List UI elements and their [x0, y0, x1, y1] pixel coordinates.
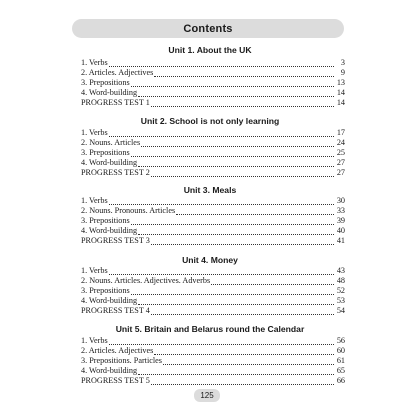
- toc-entry-page: 61: [336, 356, 345, 366]
- toc-entry-label: PROGRESS TEST 3: [81, 236, 150, 246]
- dot-leader: [138, 297, 334, 305]
- toc-entry-label: 3. Prepositions. Particles: [81, 356, 162, 366]
- toc-entry-page: 65: [336, 366, 345, 376]
- toc-entry[interactable]: [81, 306, 345, 316]
- dot-leader: [154, 69, 334, 77]
- dot-leader: [151, 99, 334, 107]
- toc-entry[interactable]: [81, 168, 345, 178]
- toc-entry[interactable]: [81, 346, 345, 356]
- toc-entry[interactable]: [81, 68, 345, 78]
- toc-entry-label: 3. Prepositions: [81, 148, 130, 158]
- dot-leader: [154, 347, 334, 355]
- toc-entry-page: 3: [340, 58, 345, 67]
- toc-entry-page: 56: [336, 336, 345, 345]
- page-title: Contents: [183, 22, 233, 35]
- toc-entry[interactable]: [81, 158, 345, 168]
- dot-leader: [151, 307, 334, 315]
- toc-entry-page: 53: [336, 296, 345, 306]
- toc-entry-page: 30: [336, 196, 345, 205]
- dot-leader: [109, 337, 334, 345]
- toc-list: [81, 336, 345, 386]
- toc-entry-label: 2. Nouns. Articles. Adjectives. Adverbs: [81, 276, 211, 286]
- toc-entry-label: 3. Prepositions: [81, 78, 130, 88]
- toc-entry-page: 66: [336, 376, 345, 386]
- dot-leader: [131, 149, 334, 157]
- toc-entry-page: 13: [336, 78, 345, 88]
- toc-entry-label: 4. Word-building: [81, 226, 138, 236]
- dot-leader: [138, 367, 334, 375]
- dot-leader: [163, 357, 334, 365]
- toc-entry-label: 3. Prepositions: [81, 216, 130, 226]
- dot-leader: [131, 217, 334, 225]
- toc-entry-label: 3. Prepositions: [81, 286, 130, 296]
- toc-entry-label: 4. Word-building: [81, 158, 138, 168]
- toc-entry[interactable]: [81, 266, 345, 276]
- unit-title: Unit 3. Meals: [183, 185, 237, 195]
- toc-entry[interactable]: [81, 286, 345, 296]
- toc-entry-label: 1. Verbs: [81, 128, 108, 137]
- dot-leader: [109, 129, 334, 137]
- contents-header: [72, 19, 344, 38]
- toc-list: [81, 196, 345, 246]
- toc-entry-label: PROGRESS TEST 4: [81, 306, 150, 316]
- dot-leader: [151, 237, 334, 245]
- toc-entry[interactable]: [81, 236, 345, 246]
- toc-entry[interactable]: [81, 88, 345, 98]
- toc-entry-label: 2. Articles. Adjectives: [81, 346, 154, 356]
- toc-entry[interactable]: [81, 356, 345, 366]
- toc-entry-label: 4. Word-building: [81, 296, 138, 306]
- toc-entry-page: 27: [336, 168, 345, 178]
- toc-list: [81, 58, 345, 108]
- toc-entry[interactable]: [81, 78, 345, 88]
- toc-entry-page: 41: [336, 236, 345, 246]
- toc-entry-page: 27: [336, 158, 345, 168]
- dot-leader: [109, 59, 334, 67]
- toc-entry[interactable]: [81, 128, 345, 138]
- toc-entry[interactable]: [81, 58, 345, 68]
- toc-entry-label: PROGRESS TEST 1: [81, 98, 150, 108]
- toc-entry[interactable]: [81, 98, 345, 108]
- dot-leader: [138, 89, 334, 97]
- toc-list: [81, 128, 345, 178]
- toc-entry[interactable]: [81, 336, 345, 346]
- toc-entry-page: 52: [336, 286, 345, 296]
- toc-entry-page: 54: [336, 306, 345, 316]
- dot-leader: [138, 227, 334, 235]
- toc-entry-page: 39: [336, 216, 345, 226]
- toc-entry-page: 40: [336, 226, 345, 236]
- unit-title: Unit 2. School is not only learning: [140, 116, 280, 126]
- toc-entry-label: 4. Word-building: [81, 88, 138, 98]
- dot-leader: [131, 79, 334, 87]
- toc-entry-page: 14: [336, 88, 345, 98]
- toc-entry-label: PROGRESS TEST 2: [81, 168, 150, 178]
- toc-entry[interactable]: [81, 376, 345, 386]
- toc-entry[interactable]: [81, 366, 345, 376]
- unit-title: Unit 4. Money: [182, 255, 238, 265]
- toc-entry[interactable]: [81, 216, 345, 226]
- toc-entry-page: 17: [336, 128, 345, 137]
- toc-entry[interactable]: [81, 276, 345, 286]
- dot-leader: [151, 377, 334, 385]
- toc-entry-page: 48: [336, 276, 345, 286]
- dot-leader: [211, 277, 334, 285]
- dot-leader: [109, 197, 334, 205]
- dot-leader: [151, 169, 334, 177]
- toc-entry[interactable]: [81, 206, 345, 216]
- toc-entry-label: 1. Verbs: [81, 58, 108, 67]
- toc-entry[interactable]: [81, 148, 345, 158]
- unit-title: Unit 1. About the UK: [168, 45, 252, 55]
- toc-entry-label: 2. Nouns. Articles: [81, 138, 141, 148]
- toc-entry-label: 2. Articles. Adjectives: [81, 68, 154, 78]
- toc-entry[interactable]: [81, 196, 345, 206]
- toc-entry-page: 43: [336, 266, 345, 275]
- dot-leader: [131, 287, 334, 295]
- toc-list: [81, 266, 345, 316]
- toc-entry-label: 1. Verbs: [81, 266, 108, 275]
- toc-entry-page: 33: [336, 206, 345, 216]
- toc-entry-label: 2. Nouns. Pronouns. Articles: [81, 206, 176, 216]
- toc-entry[interactable]: [81, 138, 345, 148]
- toc-entry[interactable]: [81, 226, 345, 236]
- toc-entry-label: 1. Verbs: [81, 336, 108, 345]
- toc-entry-label: 1. Verbs: [81, 196, 108, 205]
- toc-entry[interactable]: [81, 296, 345, 306]
- dot-leader: [176, 207, 334, 215]
- unit-title: Unit 5. Britain and Belarus round the Calendar: [115, 324, 305, 334]
- page-number: 125: [194, 389, 220, 402]
- dot-leader: [141, 139, 334, 147]
- toc-entry-page: 60: [336, 346, 345, 356]
- toc-entry-page: 24: [336, 138, 345, 148]
- dot-leader: [138, 159, 334, 167]
- toc-entry-page: 9: [340, 68, 345, 78]
- dot-leader: [109, 267, 334, 275]
- toc-entry-page: 25: [336, 148, 345, 158]
- toc-entry-page: 14: [336, 98, 345, 108]
- toc-entry-label: PROGRESS TEST 5: [81, 376, 150, 386]
- toc-entry-label: 4. Word-building: [81, 366, 138, 376]
